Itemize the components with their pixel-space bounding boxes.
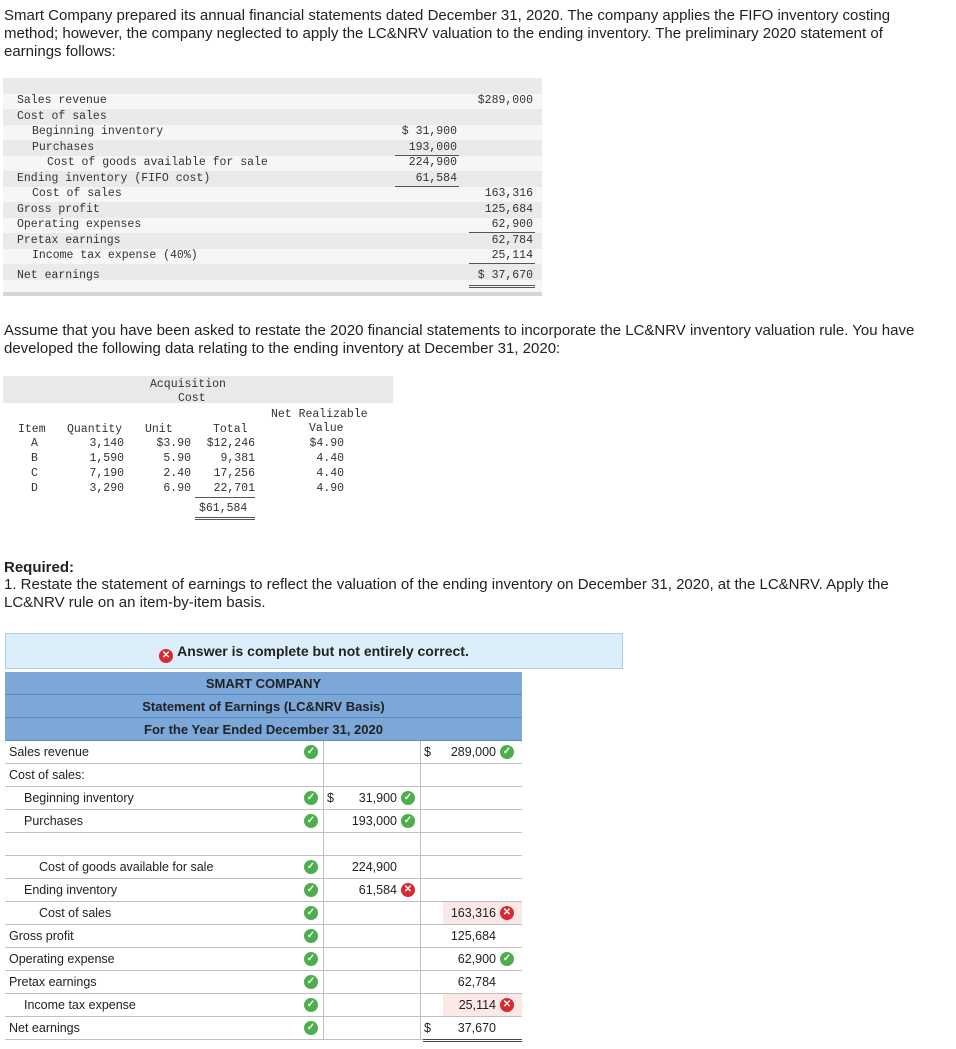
column-divider — [420, 764, 421, 786]
statement-row — [5, 764, 522, 787]
statement-right-value[interactable]: 62,900 — [457, 952, 496, 966]
statement-row-label[interactable]: Income tax expense — [24, 998, 136, 1012]
statement-row-label[interactable]: Purchases — [24, 814, 84, 828]
table-bottom-border — [3, 292, 542, 296]
statement-row — [5, 1017, 522, 1040]
column-divider — [323, 902, 324, 924]
x-mark-icon: ✕ — [500, 906, 514, 920]
statement-right-value[interactable]: 125,684 — [450, 929, 496, 943]
column-divider — [323, 879, 324, 901]
prelim-row-label: Cost of sales — [17, 109, 107, 123]
inventory-total-cell: $12,246 — [206, 437, 255, 450]
acquisition-header: Acquisition — [150, 378, 226, 391]
statement-row — [5, 787, 522, 810]
prelim-row-mid: 224,900 — [408, 156, 457, 169]
statement-mid-value[interactable]: 193,000 — [351, 814, 397, 828]
statement-right-value[interactable]: 62,784 — [457, 975, 496, 989]
net-earnings-double-underline — [423, 1039, 522, 1042]
restated-statement-table — [5, 672, 522, 1042]
prelim-row-right: 62,784 — [491, 233, 533, 247]
inventory-qty-cell: 3,290 — [89, 482, 124, 495]
dollar-sign: $ — [424, 1021, 431, 1035]
prelim-row-right: 125,684 — [484, 202, 533, 216]
column-divider — [323, 856, 324, 878]
inventory-grand-total: $61,584 — [199, 502, 248, 515]
column-divider — [420, 948, 421, 970]
checkmark-icon: ✓ — [304, 952, 318, 966]
inventory-data-table — [3, 376, 393, 524]
underline — [395, 155, 459, 156]
column-divider — [420, 833, 421, 855]
checkmark-icon: ✓ — [304, 883, 318, 897]
statement-row — [5, 902, 522, 925]
x-mark-icon: ✕ — [500, 998, 514, 1012]
dollar-sign: $ — [424, 745, 431, 759]
assume-paragraph: Assume that you have been asked to restate the 2020 financial statements to incorporate the LC&NRV inventory valuation rule. You have developed the following data relating to the ending inventory at December 31, 2020: — [4, 322, 915, 357]
statement-row-label[interactable]: Operating expense — [9, 952, 115, 966]
statement-row-label[interactable]: Ending inventory — [24, 883, 118, 897]
prelim-row-mid: 193,000 — [408, 140, 457, 154]
prelim-row-label: Pretax earnings — [17, 233, 121, 247]
prelim-row-right: $ 37,670 — [477, 268, 533, 282]
nrv-header: Net Realizable — [271, 408, 368, 421]
inventory-qty-cell: 3,140 — [89, 437, 124, 450]
prelim-row-label: Cost of sales — [32, 187, 122, 200]
checkmark-icon: ✓ — [401, 814, 415, 828]
column-divider — [420, 879, 421, 901]
prelim-row-label: Operating expenses — [17, 218, 142, 231]
inventory-total-cell: 17,256 — [213, 467, 255, 480]
statement-row-label[interactable]: Cost of goods available for sale — [39, 860, 214, 874]
inventory-item-cell: B — [31, 452, 38, 465]
col-quantity: Quantity — [67, 423, 123, 436]
inventory-nrv-cell: 4.90 — [316, 482, 344, 495]
column-divider — [420, 741, 421, 763]
statement-row — [5, 856, 522, 879]
answer-status-banner — [5, 633, 623, 669]
statement-row — [5, 948, 522, 971]
prelim-row-label: Income tax expense (40%) — [32, 249, 198, 262]
statement-right-value[interactable]: 37,670 — [457, 1021, 496, 1035]
prelim-row-mid: $ 31,900 — [401, 125, 457, 138]
column-divider — [420, 925, 421, 947]
statement-mid-value[interactable]: 31,900 — [358, 791, 397, 805]
prelim-row-label: Gross profit — [17, 202, 100, 216]
column-divider — [420, 1017, 421, 1039]
column-divider — [323, 948, 324, 970]
cost-header: Cost — [178, 392, 206, 405]
statement-period: For the Year Ended December 31, 2020 — [5, 718, 522, 741]
statement-row — [5, 971, 522, 994]
dollar-sign: $ — [327, 791, 334, 805]
column-divider — [420, 810, 421, 832]
inventory-item-cell: A — [31, 437, 38, 450]
statement-title: Statement of Earnings (LC&NRV Basis) — [5, 695, 522, 718]
inventory-item-cell: C — [31, 467, 38, 480]
answer-status-text — [6, 643, 622, 663]
column-divider — [420, 994, 421, 1016]
required-text: 1. Restate the statement of earnings to reflect the valuation of the ending inventory on December 31, 2020, at the LC&NRV. Apply the LC&NRV rule on an item-by-item basis. — [4, 576, 889, 611]
checkmark-icon: ✓ — [304, 906, 318, 920]
column-divider — [323, 787, 324, 809]
inventory-unit-cell: 2.40 — [163, 467, 191, 480]
preliminary-statement — [3, 78, 542, 298]
column-divider — [420, 856, 421, 878]
column-divider — [323, 741, 324, 763]
column-divider — [323, 925, 324, 947]
nrv-value-header: Value — [309, 422, 344, 435]
statement-row — [5, 833, 522, 856]
checkmark-icon: ✓ — [500, 952, 514, 966]
checkmark-icon: ✓ — [304, 975, 318, 989]
company-name: SMART COMPANY — [5, 672, 522, 695]
col-item: Item — [18, 423, 46, 436]
statement-mid-value[interactable]: 224,900 — [351, 860, 397, 874]
checkmark-icon: ✓ — [304, 745, 318, 759]
checkmark-icon: ✓ — [304, 998, 318, 1012]
column-divider — [323, 971, 324, 993]
inventory-qty-cell: 1,590 — [89, 452, 124, 465]
inventory-qty-cell: 7,190 — [89, 467, 124, 480]
prelim-row-label: Ending inventory (FIFO cost) — [17, 171, 211, 185]
prelim-row-label: Sales revenue — [17, 94, 107, 107]
column-divider — [323, 833, 324, 855]
inventory-unit-cell: 6.90 — [163, 482, 191, 495]
prelim-row-label: Cost of goods available for sale — [47, 156, 268, 169]
statement-row-label[interactable]: Beginning inventory — [24, 791, 134, 805]
checkmark-icon: ✓ — [500, 745, 514, 759]
column-divider — [323, 994, 324, 1016]
checkmark-icon: ✓ — [304, 860, 318, 874]
column-divider — [323, 1017, 324, 1039]
statement-row-label[interactable]: Gross profit — [9, 929, 74, 943]
column-divider — [323, 810, 324, 832]
underline — [395, 186, 459, 187]
statement-row — [5, 810, 522, 833]
inventory-total-cell: 9,381 — [220, 452, 255, 465]
x-mark-icon: ✕ — [159, 649, 173, 663]
prelim-row-mid: 61,584 — [415, 171, 457, 185]
inventory-total-cell: 22,701 — [213, 482, 255, 495]
column-divider — [323, 764, 324, 786]
inventory-unit-cell: $3.90 — [156, 437, 191, 450]
checkmark-icon: ✓ — [304, 791, 318, 805]
col-total: Total — [213, 423, 248, 436]
banner-label: Answer is complete but not entirely correct. — [177, 643, 469, 659]
inventory-unit-cell: 5.90 — [163, 452, 191, 465]
prelim-row-right: $289,000 — [477, 94, 533, 107]
statement-row — [5, 741, 522, 764]
prelim-row-label: Purchases — [32, 140, 95, 154]
statement-row-label[interactable]: Cost of sales — [39, 906, 112, 920]
prelim-row-label: Net earnings — [17, 268, 100, 282]
inventory-nrv-cell: $4.90 — [309, 437, 344, 450]
col-unit: Unit — [145, 423, 173, 436]
inventory-nrv-cell: 4.40 — [316, 452, 344, 465]
inventory-item-cell: D — [31, 482, 38, 495]
prelim-row-right: 163,316 — [484, 187, 533, 200]
statement-row — [5, 925, 522, 948]
checkmark-icon: ✓ — [401, 791, 415, 805]
statement-mid-value[interactable]: 61,584 — [358, 883, 397, 897]
statement-row — [5, 994, 522, 1017]
column-divider — [420, 971, 421, 993]
checkmark-icon: ✓ — [304, 814, 318, 828]
prelim-row-right: 25,114 — [491, 249, 533, 262]
x-mark-icon: ✕ — [401, 883, 415, 897]
column-divider — [420, 902, 421, 924]
prelim-row-label: Beginning inventory — [32, 125, 164, 138]
required-heading: Required: — [4, 559, 75, 576]
checkmark-icon: ✓ — [304, 1021, 318, 1035]
row-band — [3, 78, 542, 94]
inventory-nrv-cell: 4.40 — [316, 467, 344, 480]
underline — [469, 263, 535, 264]
statement-row-label[interactable]: Cost of sales: — [9, 768, 85, 782]
statement-row-label[interactable]: Pretax earnings — [9, 975, 97, 989]
underline — [469, 232, 535, 233]
underline — [469, 285, 535, 288]
checkmark-icon: ✓ — [304, 929, 318, 943]
column-divider — [420, 787, 421, 809]
statement-row — [5, 879, 522, 902]
statement-right-value[interactable]: 25,114 — [458, 998, 496, 1012]
prelim-row-right: 62,900 — [491, 218, 533, 231]
statement-right-value[interactable]: 289,000 — [450, 745, 496, 759]
statement-row-label[interactable]: Net earnings — [9, 1021, 80, 1035]
intro-paragraph: Smart Company prepared its annual financial statements dated December 31, 2020. The company applies the FIFO inventory costing method; however, the company neglected to apply the LC&NRV valuation to the ending inventory. The preliminary 2020 statement of earnings follows: — [4, 7, 891, 60]
statement-right-value[interactable]: 163,316 — [450, 906, 496, 920]
statement-row-label[interactable]: Sales revenue — [9, 745, 89, 759]
